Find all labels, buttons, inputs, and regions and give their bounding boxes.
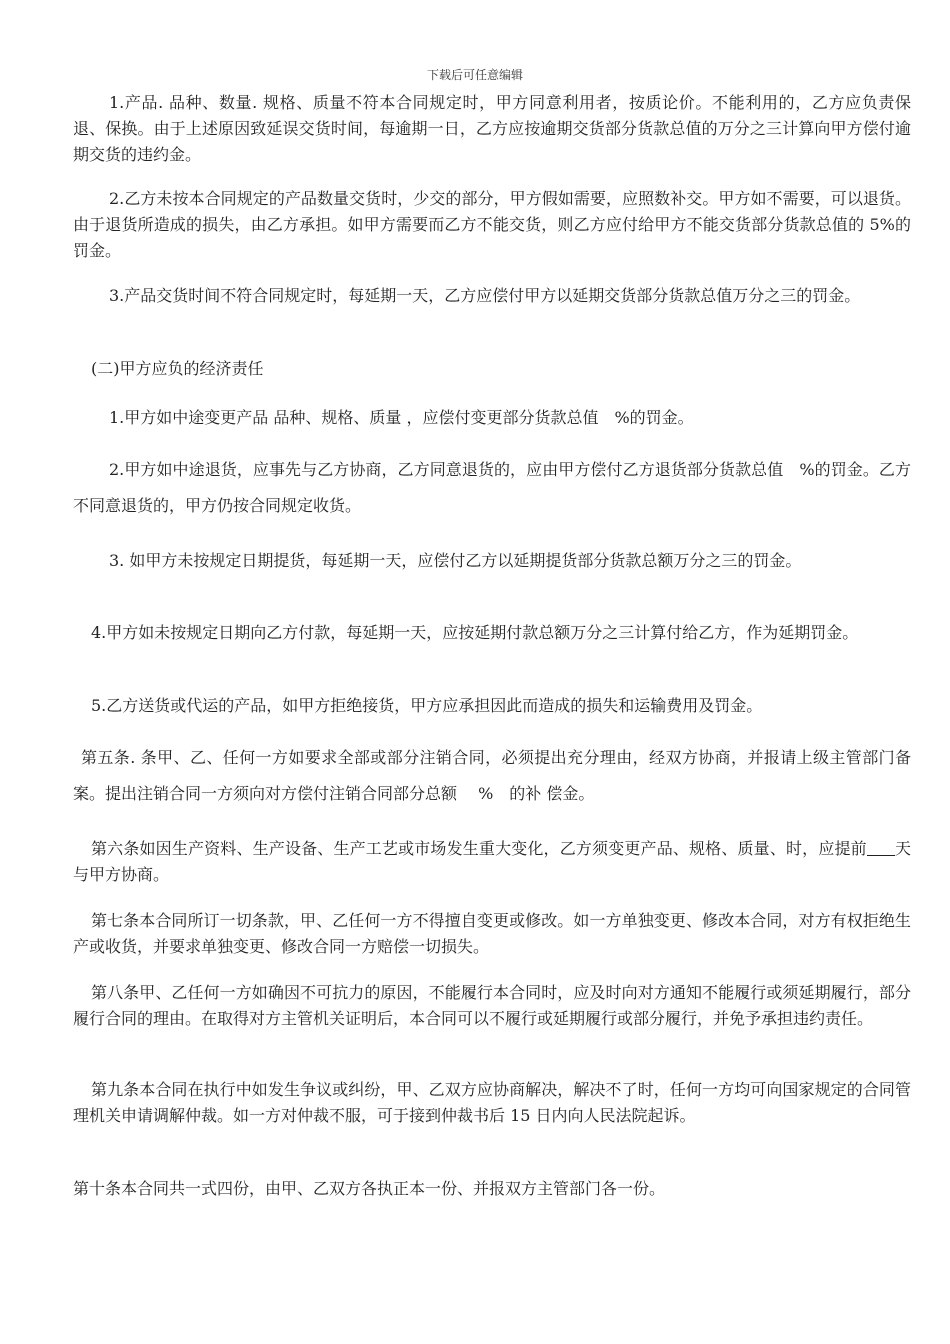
paragraph-buyer-change-product: 1.甲方如中途变更产品 品种、规格、质量 ，应偿付变更部分货款总值 %的罚金。 [109, 408, 694, 427]
paragraph-seller-quantity-liability: 2.乙方未按本合同规定的产品数量交货时，少交的部分，甲方假如需要，应照数补交。甲方如不需要，可以退货。由于退货所造成的损失，由乙方承担。如甲方需要而乙方不能交货，则乙方应付给甲方不能交货部分货款总值的 5%的罚金。 [73, 189, 911, 260]
days-blank [867, 839, 895, 856]
section-heading-buyer-liability: (二)甲方应负的经济责任 [91, 359, 264, 378]
article-5-cancellation: 第五条. 条甲、乙、任何一方如要求全部或部分注销合同，必须提出充分理由，经双方协商，并报请上级主管部门备案。提出注销合同一方须向对方偿付注销合同部分总额 % 的补 偿金。 [73, 748, 911, 803]
paragraph-buyer-payment-delay: 4.甲方如未按规定日期向乙方付款，每延期一天，应按延期付款总额万分之三计算付给乙方，作为延期罚金。 [91, 623, 859, 642]
paragraph-seller-delivery-delay: 3.产品交货时间不符合同规定时，每延期一天，乙方应偿付甲方以延期交货部分货款总值万分之三的罚金。 [109, 286, 861, 305]
article-9-disputes: 第九条本合同在执行中如发生争议或纠纷，甲、乙双方应协商解决，解决不了时，任何一方均可向国家规定的合同管理机关申请调解仲裁。如一方对仲裁不服，可于接到仲裁书后 15 日内向人民法院起诉。 [73, 1080, 911, 1125]
paragraph-buyer-pickup-delay: 3. 如甲方未按规定日期提货，每延期一天，应偿付乙方以延期提货部分货款总额万分之三的罚金。 [109, 551, 802, 570]
article-8-force-majeure: 第八条甲、乙任何一方如确因不可抗力的原因，不能履行本合同时，应及时向对方通知不能履行或须延期履行，部分履行合同的理由。在取得对方主管机关证明后，本合同可以不履行或延期履行或部分履行，并免予承担违约责任。 [73, 983, 911, 1028]
article-10-copies: 第十条本合同共一式四份，由甲、乙双方各执正本一份、并报双方主管部门各一份。 [73, 1179, 666, 1198]
article-6-text-end: 天与甲方协商。 [73, 839, 911, 884]
article-7-modification: 第七条本合同所订一切条款，甲、乙任何一方不得擅自变更或修改。如一方单独变更、修改本合同，对方有权拒绝生产或收货，并要求单独变更、修改合同一方赔偿一切损失。 [73, 911, 911, 956]
paragraph-buyer-return-goods: 2.甲方如中途退货，应事先与乙方协商，乙方同意退货的，应由甲方偿付乙方退货部分货款总值 %的罚金。乙方不同意退货的，甲方仍按合同规定收货。 [73, 460, 911, 515]
paragraph-buyer-reject-delivery: 5.乙方送货或代运的产品，如甲方拒绝接货，甲方应承担因此而造成的损失和运输费用及罚金。 [91, 696, 763, 715]
article-6-changes [73, 836, 911, 888]
page-header: 下载后可任意编辑 [426, 68, 523, 82]
paragraph-seller-quality-liability: 1.产品. 品种、数量. 规格、质量不符本合同规定时，甲方同意利用者，按质论价。不能利用的，乙方应负责保退、保换。由于上述原因致延误交货时间，每逾期一日，乙方应按逾期交货部分货款总值的万分之三计算向甲方偿付逾期交货的违约金。 [73, 93, 911, 164]
article-6-text: 第六条如因生产资料、生产设备、生产工艺或市场发生重大变化，乙方须变更产品、规格、质量、时，应提前 [91, 839, 867, 858]
